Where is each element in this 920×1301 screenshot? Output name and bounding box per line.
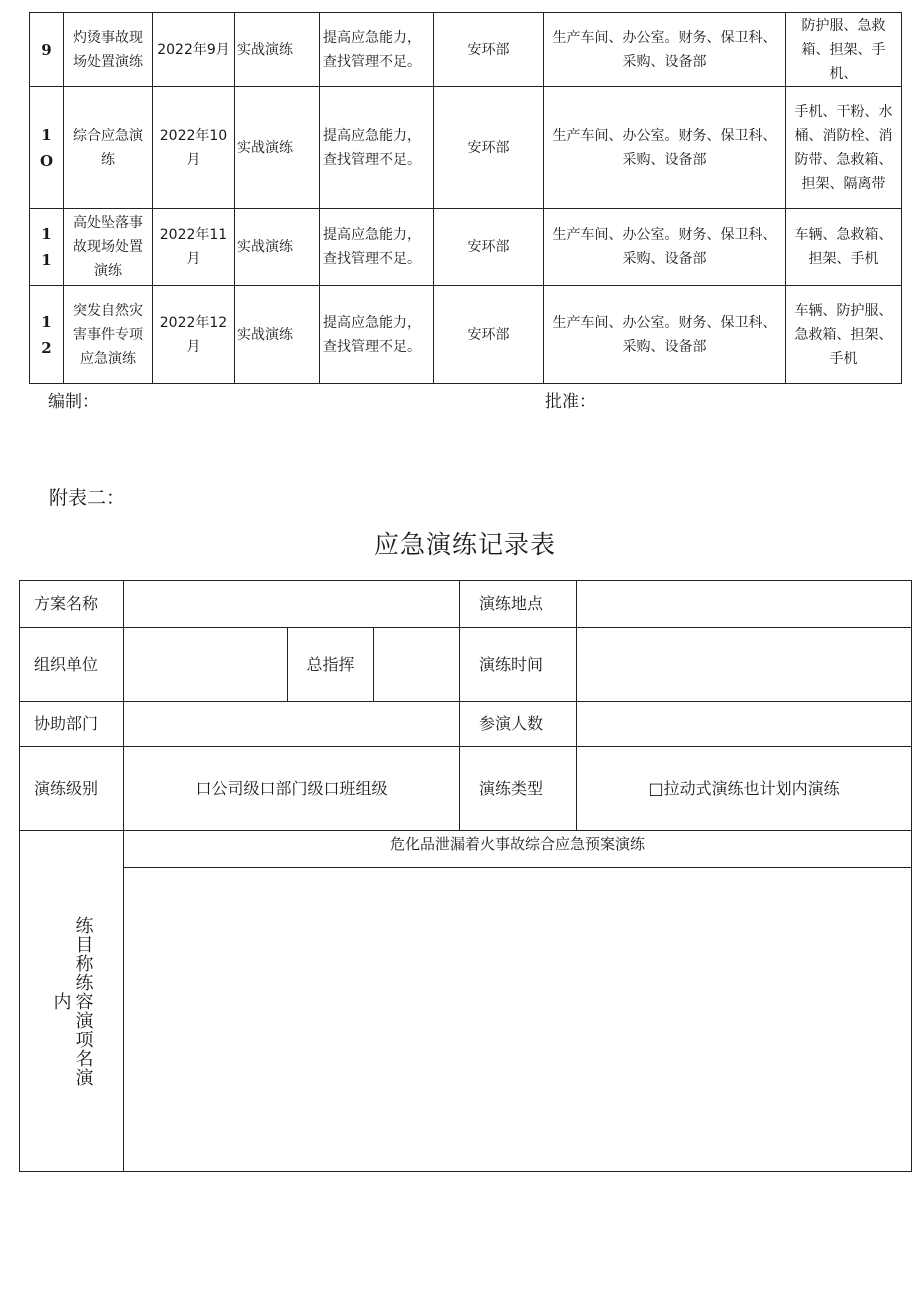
plan-row bbox=[30, 286, 902, 384]
headcount-field[interactable] bbox=[577, 702, 912, 747]
drill-time-field[interactable] bbox=[577, 628, 912, 702]
org-unit-label: 组织单位 bbox=[20, 628, 124, 702]
drill-type-options[interactable]: □拉动式演练也计划内演练 bbox=[577, 747, 912, 831]
equipment-list: 车辆、防护服、急救箱、担架、手机 bbox=[786, 286, 902, 384]
participating-depts: 生产车间、办公室。财务、保卫科、采购、设备部 bbox=[544, 13, 786, 87]
drill-number-char: 1 bbox=[41, 125, 52, 144]
drill-number-char: O bbox=[39, 151, 54, 170]
drill-number bbox=[30, 286, 64, 384]
appendix-label: 附表二： bbox=[49, 487, 126, 509]
project-content-label: 练目称练容演项名演内 bbox=[50, 915, 94, 1087]
location-label: 演练地点 bbox=[460, 581, 577, 628]
drill-number bbox=[30, 209, 64, 286]
drill-objective: 提高应急能力，查找管理不足。 bbox=[320, 286, 434, 384]
drill-number bbox=[30, 87, 64, 209]
compiled-by-label: 编制： bbox=[48, 392, 99, 412]
scenario-name: 危化品泄漏着火事故综合应急预案演练 bbox=[124, 831, 912, 868]
plan-row bbox=[30, 87, 902, 209]
drill-time: 2022年11月 bbox=[153, 209, 235, 286]
drill-number-char: 9 bbox=[41, 40, 52, 59]
drill-number-char: 2 bbox=[41, 338, 52, 357]
equipment-list: 车辆、急救箱、担架、手机 bbox=[786, 209, 902, 286]
responsible-dept: 安环部 bbox=[434, 13, 544, 87]
commander-field[interactable] bbox=[374, 628, 460, 702]
drill-objective: 提高应急能力，查找管理不足。 bbox=[320, 209, 434, 286]
org-unit-field[interactable] bbox=[124, 628, 288, 702]
drill-type: 实战演练 bbox=[235, 13, 320, 87]
headcount-label: 参演人数 bbox=[460, 702, 577, 747]
drill-name: 突发自然灾害事件专项应急演练 bbox=[64, 286, 153, 384]
location-field[interactable] bbox=[577, 581, 912, 628]
drill-plan-table bbox=[29, 12, 902, 384]
plan-row bbox=[30, 13, 902, 87]
participating-depts: 生产车间、办公室。财务、保卫科、采购、设备部 bbox=[544, 209, 786, 286]
participating-depts: 生产车间、办公室。财务、保卫科、采购、设备部 bbox=[544, 87, 786, 209]
drill-type: 实战演练 bbox=[235, 286, 320, 384]
plan-name-field[interactable] bbox=[124, 581, 460, 628]
assist-dept-label: 协助部门 bbox=[20, 702, 124, 747]
drill-number-char: 1 bbox=[41, 312, 52, 331]
approved-by-label: 批准： bbox=[545, 392, 596, 412]
record-title: 应急演练记录表 bbox=[373, 530, 556, 559]
drill-number-char: 1 bbox=[41, 251, 52, 269]
drill-name: 灼烫事故现场处置演练 bbox=[64, 13, 153, 87]
participating-depts: 生产车间、办公室。财务、保卫科、采购、设备部 bbox=[544, 286, 786, 384]
drill-time: 2022年9月 bbox=[153, 13, 235, 87]
drill-level-label: 演练级别 bbox=[20, 747, 124, 831]
responsible-dept: 安环部 bbox=[434, 209, 544, 286]
responsible-dept: 安环部 bbox=[434, 286, 544, 384]
drill-number bbox=[30, 13, 64, 87]
plan-name-label: 方案名称 bbox=[20, 581, 124, 628]
drill-time: 2022年12月 bbox=[153, 286, 235, 384]
equipment-list: 手机、干粉、水桶、消防栓、消防带、急救箱、担架、隔离带 bbox=[786, 87, 902, 209]
equipment-list: 防护服、急救箱、担架、手机、 bbox=[786, 13, 902, 87]
drill-type: 实战演练 bbox=[235, 87, 320, 209]
drill-content-field[interactable] bbox=[124, 868, 912, 1172]
drill-time: 2022年10月 bbox=[153, 87, 235, 209]
commander-label: 总指挥 bbox=[288, 628, 374, 702]
project-content-label-cell bbox=[20, 831, 124, 1172]
drill-type-label: 演练类型 bbox=[460, 747, 577, 831]
drill-record-table bbox=[19, 580, 912, 1172]
drill-type: 实战演练 bbox=[235, 209, 320, 286]
responsible-dept: 安环部 bbox=[434, 87, 544, 209]
drill-number-char: 1 bbox=[41, 225, 52, 243]
drill-name: 高处坠落事故现场处置演练 bbox=[64, 209, 153, 286]
drill-name: 综合应急演练 bbox=[64, 87, 153, 209]
drill-level-options[interactable]: 口公司级口部门级口班组级 bbox=[124, 747, 460, 831]
assist-dept-field[interactable] bbox=[124, 702, 460, 747]
plan-row bbox=[30, 209, 902, 286]
drill-objective: 提高应急能力，查找管理不足。 bbox=[320, 13, 434, 87]
drill-objective: 提高应急能力，查找管理不足。 bbox=[320, 87, 434, 209]
drill-time-label: 演练时间 bbox=[460, 628, 577, 702]
